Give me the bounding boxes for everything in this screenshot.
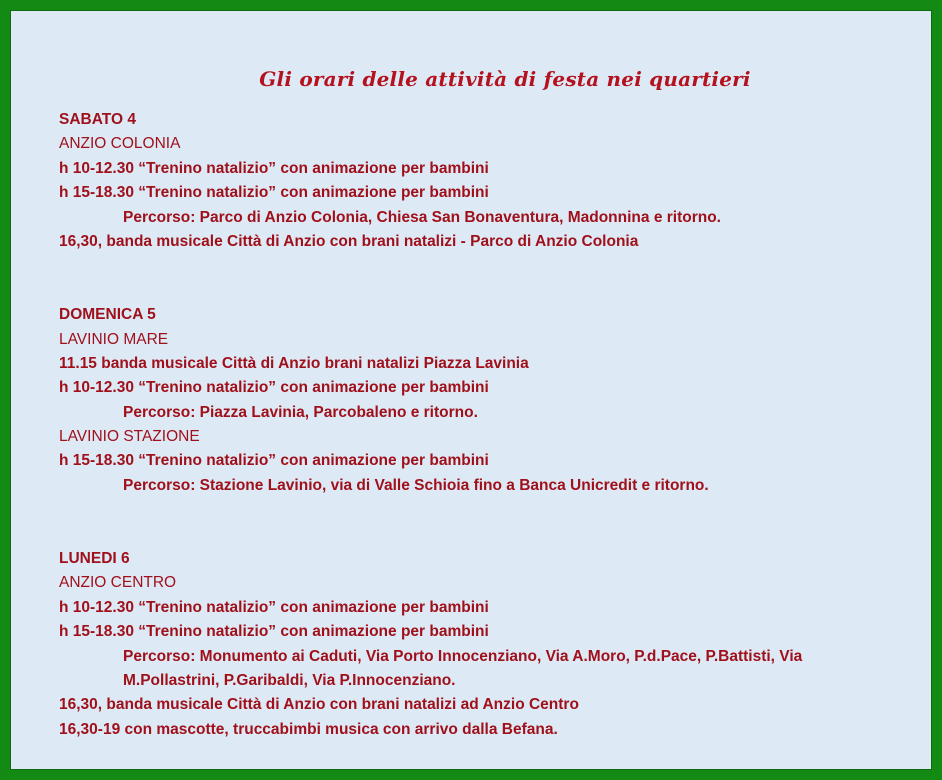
document-frame: [10, 10, 932, 770]
schedule-line: 16,30, banda musicale Città di Anzio con brani natalizi ad Anzio Centro: [59, 696, 579, 714]
section-gap: [59, 498, 919, 547]
route-line: M.Pollastrini, P.Garibaldi, Via P.Innocenziano.: [123, 672, 456, 690]
schedule-line: h 10-12.30 “Trenino natalizio” con animazione per bambini: [59, 159, 489, 177]
page-title: Gli orari delle attività di festa nei quartieri: [259, 67, 751, 91]
location-name: ANZIO COLONIA: [59, 135, 181, 153]
schedule-line: h 10-12.30 “Trenino natalizio” con animazione per bambini: [59, 379, 489, 397]
schedule-line: h 15-18.30 “Trenino natalizio” con animazione per bambini: [59, 623, 489, 641]
location-name: LAVINIO STAZIONE: [59, 428, 200, 446]
day-section: [59, 108, 919, 254]
day-section: [59, 547, 919, 742]
location-name: ANZIO CENTRO: [59, 574, 177, 592]
day-heading: LUNEDI 6: [59, 550, 130, 568]
schedule-line: h 15-18.30 “Trenino natalizio” con animazione per bambini: [59, 452, 489, 470]
schedule-line: h 15-18.30 “Trenino natalizio” con animazione per bambini: [59, 184, 489, 202]
route-line: Percorso: Monumento ai Caduti, Via Porto Innocenziano, Via A.Moro, P.d.Pace, P.Battisti, Via: [123, 647, 803, 665]
route-line: Percorso: Parco di Anzio Colonia, Chiesa San Bonaventura, Madonnina e ritorno.: [123, 208, 721, 226]
route-line: Percorso: Piazza Lavinia, Parcobaleno e ritorno.: [123, 403, 478, 421]
day-section: [59, 303, 919, 498]
schedule: [59, 108, 919, 742]
day-heading: DOMENICA 5: [59, 306, 156, 324]
schedule-line: h 10-12.30 “Trenino natalizio” con animazione per bambini: [59, 598, 489, 616]
day-heading: SABATO 4: [59, 111, 136, 128]
route-line: Percorso: Stazione Lavinio, via di Valle Schioia fino a Banca Unicredit e ritorno.: [123, 476, 709, 494]
schedule-line: 16,30, banda musicale Città di Anzio con brani natalizi - Parco di Anzio Colonia: [59, 232, 639, 250]
location-name: LAVINIO MARE: [59, 330, 169, 348]
schedule-line: 16,30-19 con mascotte, truccabimbi musica con arrivo dalla Befana.: [59, 720, 558, 738]
section-gap: [59, 254, 919, 303]
schedule-line: 11.15 banda musicale Città di Anzio brani natalizi Piazza Lavinia: [59, 354, 529, 372]
